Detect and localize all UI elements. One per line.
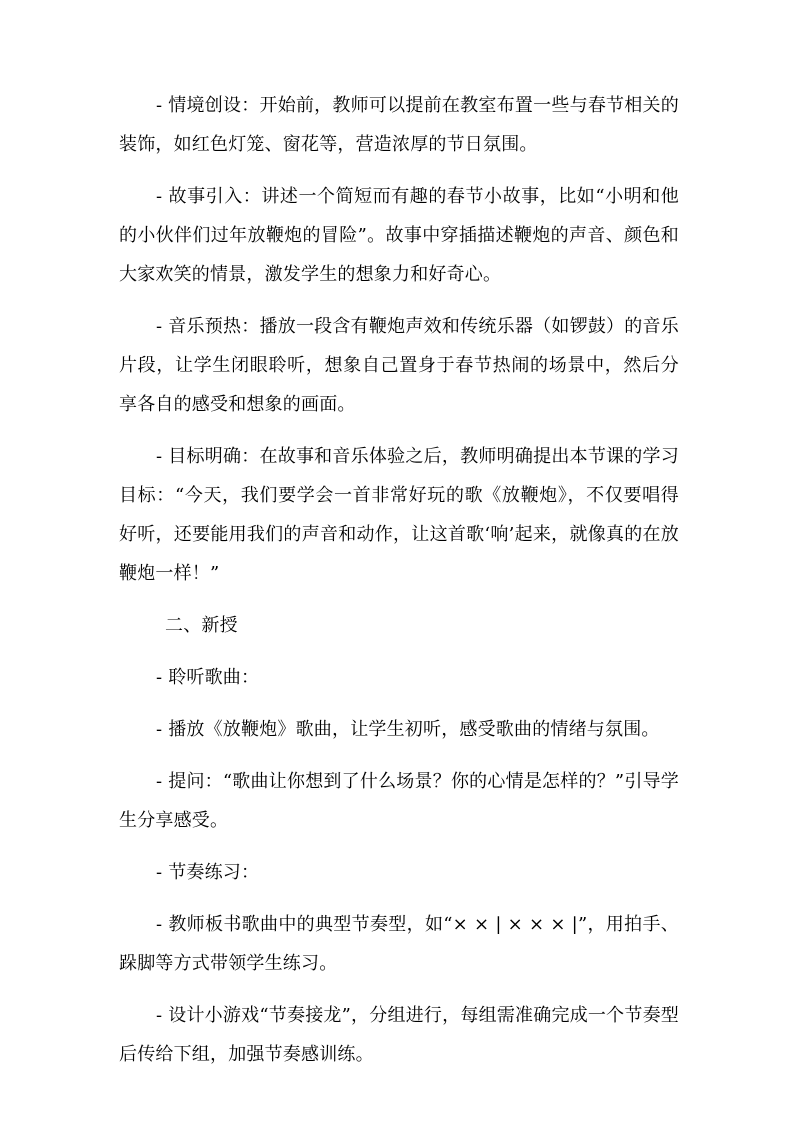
paragraph-listen-song: - 聆听歌曲： [156, 667, 260, 688]
paragraph-rhythm-pattern: - 教师板书歌曲中的典型节奏型，如“× × | × × × |”，用拍手、跺脚等方式带领学生练习。 [119, 914, 679, 974]
section-heading-new-lesson: 二、新授 [165, 615, 238, 636]
paragraph-music-warmup: - 音乐预热：播放一段含有鞭炮声效和传统乐器（如锣鼓）的音乐片段，让学生闭眼聆听，想象自己置身于春节热闹的场景中，然后分享各自的感受和想象的画面。 [119, 316, 679, 415]
paragraph-rhythm-practice: - 节奏练习： [156, 862, 260, 883]
paragraph-scene-setup: - 情境创设：开始前，教师可以提前在教室布置一些与春节相关的装饰，如红色灯笼、窗花等，营造浓厚的节日氛围。 [119, 95, 679, 155]
paragraph-story-intro: - 故事引入：讲述一个简短而有趣的春节小故事，比如“小明和他的小伙伴们过年放鞭炮的冒险”。故事中穿插描述鞭炮的声音、颜色和大家欢笑的情景，激发学生的想象力和好奇心。 [119, 186, 679, 285]
document-body [119, 86, 679, 1087]
paragraph-goal: - 目标明确：在故事和音乐体验之后，教师明确提出本节课的学习目标：“今天，我们要学会一首非常好玩的歌《放鞭炮》，不仅要唱得好听，还要能用我们的声音和动作，让这首歌‘响’起来，就像真的在放鞭炮一样！” [119, 446, 679, 584]
paragraph-question: - 提问：“歌曲让你想到了什么场景？你的心情是怎样的？”引导学生分享感受。 [119, 771, 679, 831]
paragraph-play-song: - 播放《放鞭炮》歌曲，让学生初听，感受歌曲的情绪与氛围。 [156, 719, 660, 740]
paragraph-rhythm-game: - 设计小游戏“节奏接龙”，分组进行，每组需准确完成一个节奏型后传给下组，加强节奏感训练。 [119, 1005, 679, 1065]
